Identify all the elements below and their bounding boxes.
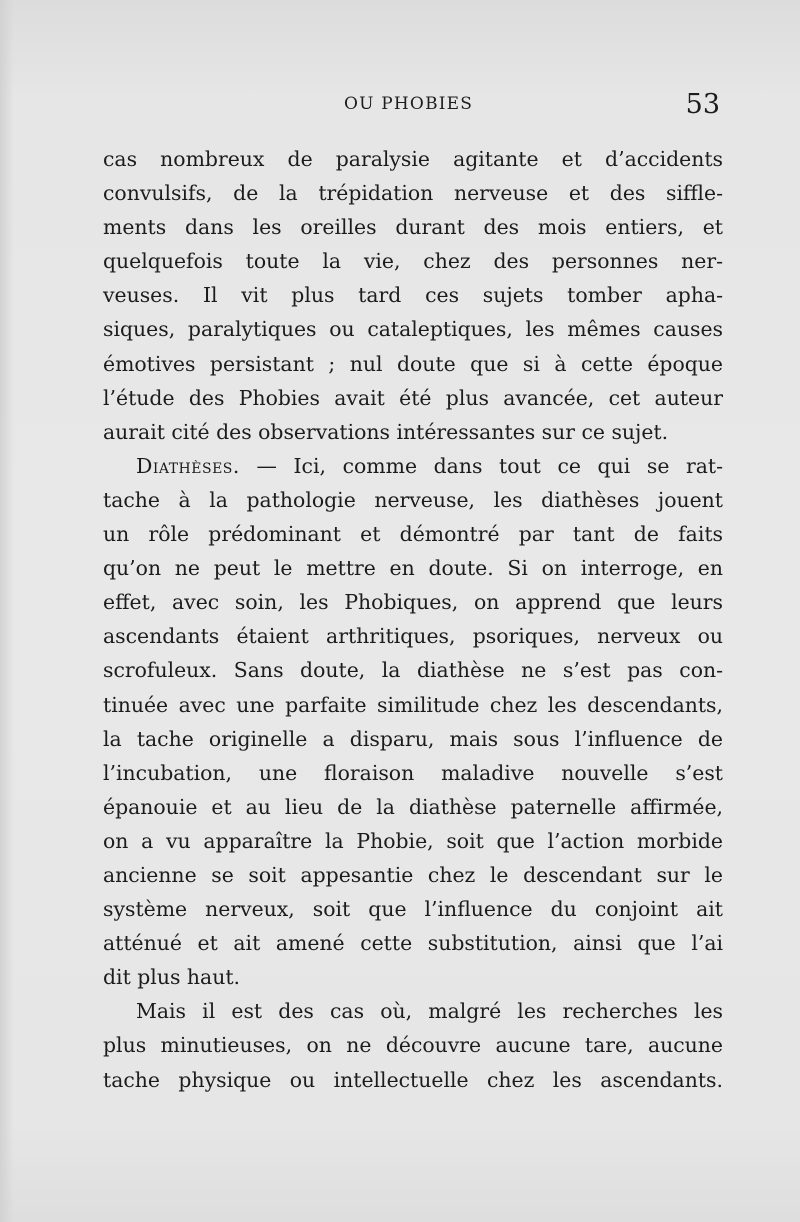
text-line: la tache originelle a disparu, mais sous l’influence de xyxy=(103,726,723,751)
text-line-with-heading xyxy=(103,449,723,483)
text-line: cas nombreux de paralysie agitante et d’accidents xyxy=(103,147,723,171)
section-heading: Diathèses. xyxy=(136,453,240,478)
text-line: aurait cité des observations intéressantes sur ce sujet. xyxy=(103,419,669,444)
text-line: tache physique ou intellectuelle chez les ascendants. xyxy=(103,1067,723,1092)
text-line: siques, paralytiques ou cataleptiques, les mêmes causes xyxy=(103,317,723,342)
text-line: tinuée avec une parfaite similitude chez les descendants, xyxy=(103,692,723,717)
text-line: qu’on ne peut le mettre en doute. Si on interroge, en xyxy=(103,556,723,581)
running-title: OU PHOBIES xyxy=(344,94,474,114)
text-line: ascendants étaient arthritiques, psoriques, nerveux ou xyxy=(103,624,723,649)
text-line: dit plus haut. xyxy=(103,965,240,990)
paragraph-3 xyxy=(103,994,723,1096)
text-line: on a vu apparaître la Phobie, soit que l’action morbide xyxy=(103,828,723,853)
text-line: veuses. Il vit plus tard ces sujets tomber apha- xyxy=(103,283,723,308)
text-line: scrofuleux. Sans doute, la diathèse ne s’est pas con- xyxy=(103,658,723,683)
paragraph-2 xyxy=(103,449,723,995)
text-line: convulsifs, de la trépidation nerveuse et des siffle- xyxy=(103,181,723,206)
text-line: tache à la pathologie nerveuse, les diathèses jouent xyxy=(103,487,723,512)
page-edge-shadow xyxy=(0,0,14,1222)
text-line: Mais il est des cas où, malgré les recherches les xyxy=(136,999,723,1024)
text-line: épanouie et au lieu de la diathèse paternelle affirmée, xyxy=(103,794,723,819)
text-line: ancienne se soit appesantie chez le descendant sur le xyxy=(103,862,723,887)
text-line: l’incubation, une floraison maladive nouvelle s’est xyxy=(103,760,723,785)
text-line: l’étude des Phobies avait été plus avancée, cet auteur xyxy=(103,385,723,410)
page-number: 53 xyxy=(685,89,720,120)
heading-line-text: — Ici, comme dans tout ce qui se rat- xyxy=(256,453,723,478)
paragraph-1 xyxy=(103,142,723,449)
text-line: système nerveux, soit que l’influence du conjoint ait xyxy=(103,897,723,922)
text-line: un rôle prédominant et démontré par tant de faits xyxy=(103,522,723,547)
text-line: atténué et ait amené cette substitution, ainsi que l’ai xyxy=(103,931,723,956)
text-line: quelquefois toute la vie, chez des personnes ner- xyxy=(103,249,723,274)
text-line: émotives persistant ; nul doute que si à cette époque xyxy=(103,351,723,376)
running-head xyxy=(0,89,800,122)
text-line: plus minutieuses, on ne découvre aucune tare, aucune xyxy=(103,1033,723,1058)
text-line: ments dans les oreilles durant des mois entiers, et xyxy=(103,215,723,240)
text-line: effet, avec soin, les Phobiques, on apprend que leurs xyxy=(103,590,723,615)
body-text xyxy=(103,142,723,1097)
